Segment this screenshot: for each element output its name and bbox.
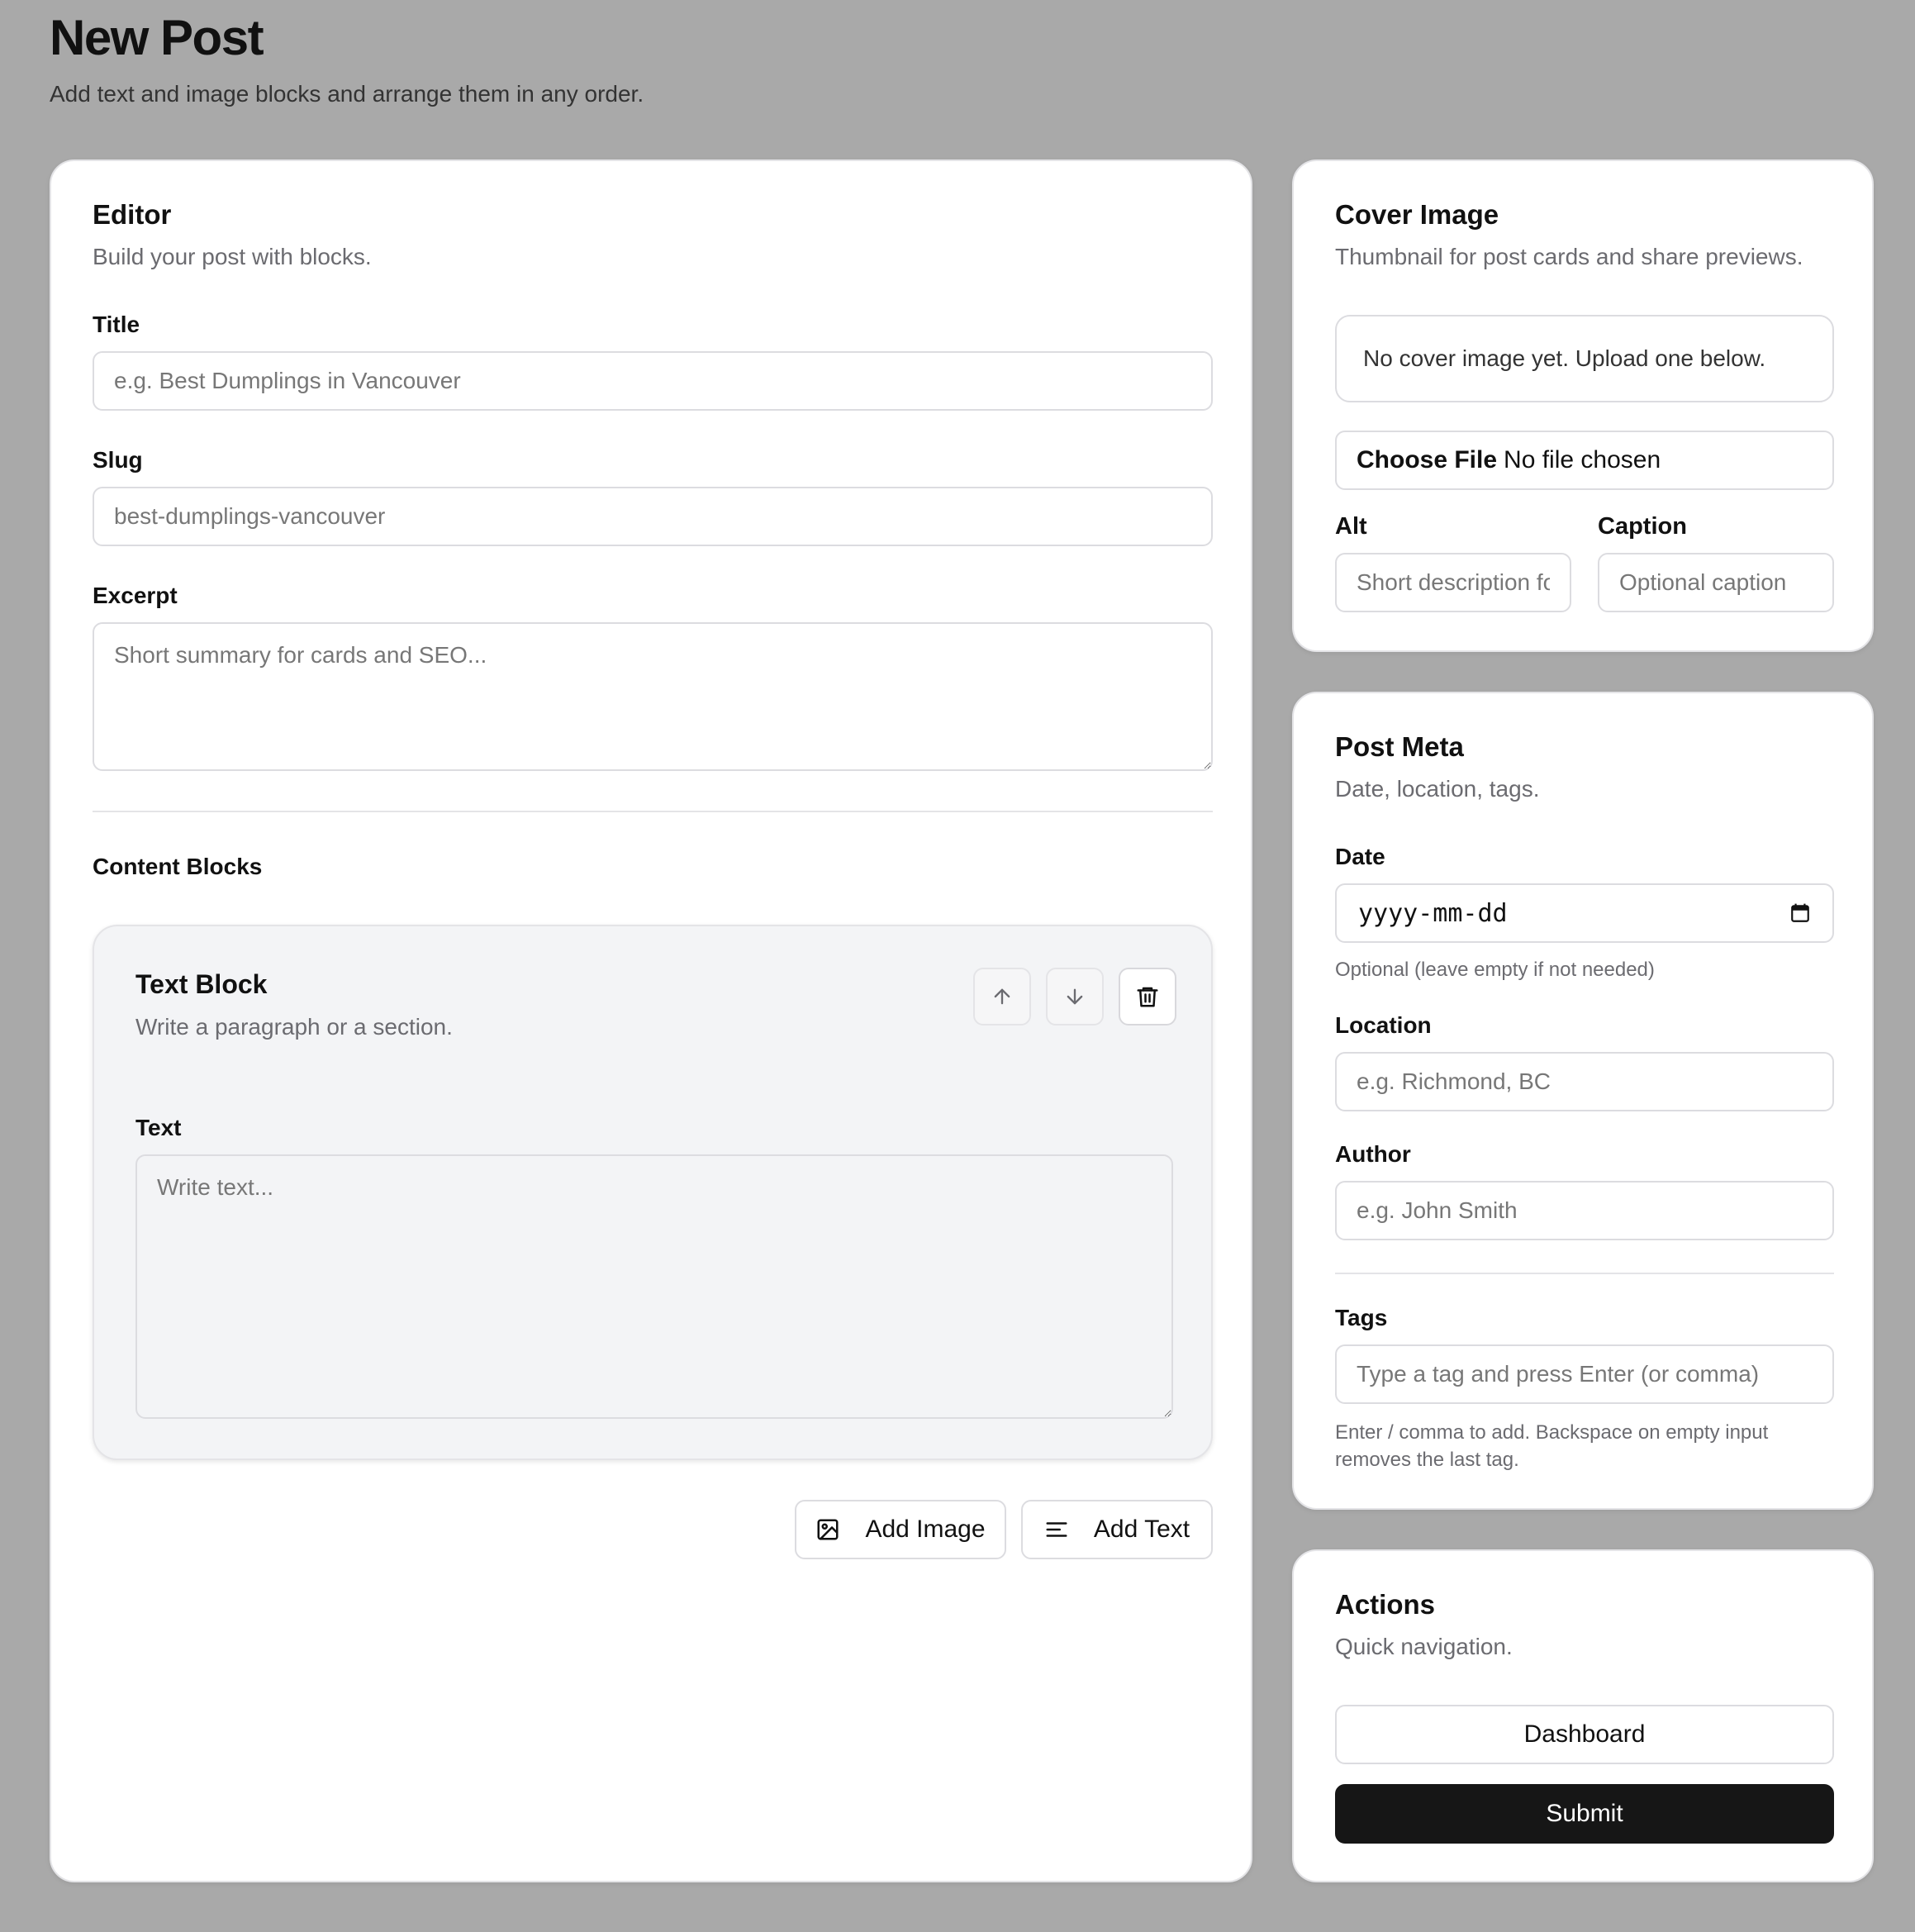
excerpt-textarea[interactable] [93,622,1213,771]
trash-icon [1135,984,1160,1009]
page-header [50,8,644,107]
dashboard-button[interactable] [1335,1705,1834,1764]
title-label: Title [93,312,140,337]
caption-input[interactable] [1598,553,1834,612]
cover-empty-state [1335,315,1834,402]
title-input[interactable] [93,351,1213,411]
meta-title: Post Meta [1335,731,1464,762]
cover-title: Cover Image [1335,199,1499,230]
location-input[interactable] [1335,1052,1834,1111]
file-status: No file chosen [1504,446,1661,473]
cover-empty-message: No cover image yet. Upload one below. [1363,345,1766,371]
content-blocks-label: Content Blocks [93,854,263,879]
editor-divider [93,811,1213,812]
move-up-button[interactable] [973,968,1031,1025]
submit-button[interactable] [1335,1784,1834,1844]
calendar-icon[interactable] [1789,902,1811,924]
actions-title: Actions [1335,1589,1436,1620]
editor-description: Build your post with blocks. [93,244,372,269]
location-label: Location [1335,1012,1432,1038]
author-label: Author [1335,1141,1411,1167]
submit-label: Submit [1546,1800,1623,1827]
alt-label: Alt [1335,513,1367,540]
add-image-label: Add Image [865,1516,986,1543]
author-input[interactable] [1335,1181,1834,1240]
date-hint: Optional (leave empty if not needed) [1335,959,1655,981]
page-subtitle: Add text and image blocks and arrange them in any order. [50,81,644,107]
image-icon [815,1517,840,1542]
post-meta-card [1292,692,1874,1510]
dashboard-label: Dashboard [1523,1720,1646,1748]
move-down-button[interactable] [1046,968,1104,1025]
date-input[interactable] [1335,883,1834,943]
cover-image-card [1292,159,1874,652]
cover-description: Thumbnail for post cards and share previews. [1335,244,1803,269]
arrow-down-icon [1063,985,1086,1008]
meta-divider [1335,1273,1834,1274]
alt-input[interactable] [1335,553,1571,612]
actions-description: Quick navigation. [1335,1634,1513,1659]
caption-label: Caption [1598,513,1687,540]
date-label: Date [1335,844,1385,869]
tags-hint-line2: removes the last tag. [1335,1449,1519,1471]
actions-card [1292,1549,1874,1882]
text-block-card [93,925,1213,1460]
editor-card [50,159,1252,1882]
add-image-button[interactable] [795,1500,1006,1559]
excerpt-label: Excerpt [93,583,178,608]
slug-label: Slug [93,447,143,473]
slug-input[interactable] [93,487,1213,546]
page-title: New Post [50,10,264,65]
delete-block-button[interactable] [1119,968,1176,1025]
add-text-label: Add Text [1093,1516,1190,1543]
cover-file-input[interactable] [1335,431,1834,490]
editor-title: Editor [93,199,172,230]
tags-hint [1335,1419,1834,1473]
add-text-button[interactable] [1021,1500,1213,1559]
tags-label: Tags [1335,1305,1388,1330]
arrow-up-icon [991,985,1014,1008]
meta-description: Date, location, tags. [1335,776,1540,802]
text-block-text-label: Text [135,1115,182,1140]
text-block-title: Text Block [135,969,268,999]
tags-input[interactable] [1335,1344,1834,1404]
tags-hint-line1: Enter / comma to add. Backspace on empty input [1335,1421,1769,1444]
text-align-icon [1044,1517,1069,1542]
date-placeholder: yyyy-mm-dd [1358,898,1508,928]
text-block-textarea[interactable] [135,1154,1173,1419]
choose-file-button[interactable]: Choose File [1357,446,1498,473]
text-block-description: Write a paragraph or a section. [135,1014,453,1040]
